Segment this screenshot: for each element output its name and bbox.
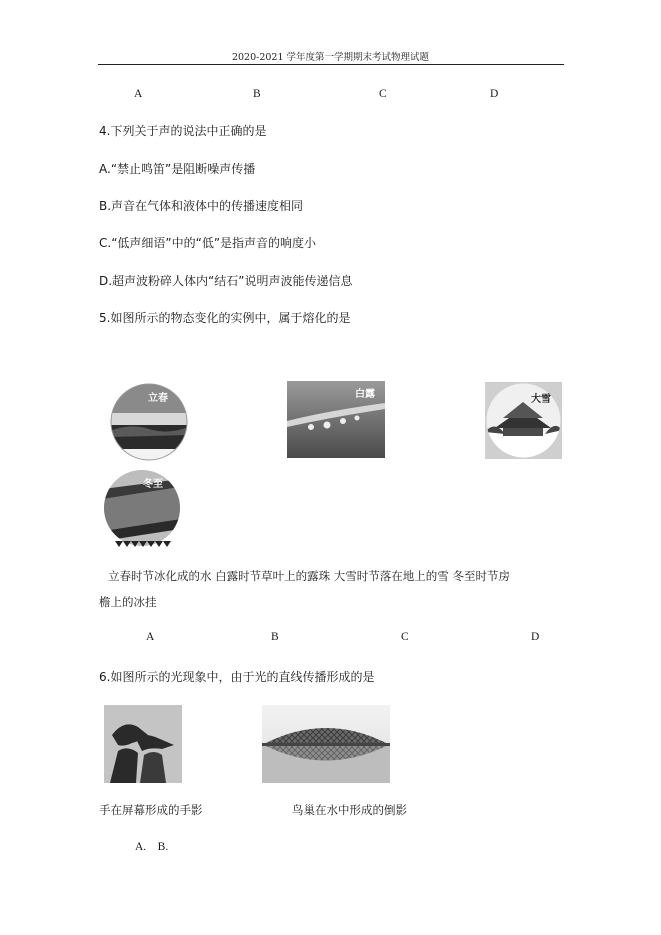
daxue-label: 大雪 (531, 394, 551, 405)
q4-option-c: C.“低声细语”中的“低”是指声音的响度小 (99, 236, 317, 250)
bailu-label: 白露 (355, 389, 375, 400)
q5-caption-line2: 檐上的冰挂 (99, 595, 157, 609)
lichun-photo (110, 383, 188, 461)
q5-option-c: C (401, 631, 409, 643)
header-rule (98, 64, 564, 65)
q6-options: A. B. (135, 841, 169, 853)
top-option-b: B (253, 88, 261, 100)
birds-nest-photo (262, 705, 390, 783)
q5-caption-line1: 立春时节冰化成的水 白露时节草叶上的露珠 大雪时节落在地上的雪 冬至时节房 (108, 569, 510, 583)
q5-stem: 5.如图所示的物态变化的实例中，属于熔化的是 (99, 311, 351, 325)
q4-stem: 4.下列关于声的说法中正确的是 (99, 124, 267, 138)
top-option-c: C (379, 88, 387, 100)
q5-option-a: A (146, 631, 155, 643)
dongzhi-photo (103, 469, 181, 549)
bailu-photo (287, 381, 385, 458)
daxue-photo (485, 382, 562, 459)
q4-option-d: D.超声波粉碎人体内“结石”说明声波能传递信息 (99, 274, 353, 288)
top-option-a: A (134, 88, 143, 100)
q5-option-d: D (531, 631, 540, 643)
q6-caption-b: 鸟巢在水中形成的倒影 (292, 803, 407, 817)
q6-stem: 6.如图所示的光现象中，由于光的直线传播形成的是 (99, 670, 375, 684)
dongzhi-label: 冬至 (143, 479, 163, 490)
lichun-label: 立春 (148, 393, 168, 404)
q5-option-b: B (271, 631, 279, 643)
q4-option-a: A.“禁止鸣笛”是阻断噪声传播 (99, 162, 256, 176)
q4-option-b: B.声音在气体和液体中的传播速度相同 (99, 199, 304, 213)
page-header: 2020-2021 学年度第一学期期末考试物理试题 (231, 52, 430, 63)
q6-caption-a: 手在屏幕形成的手影 (99, 803, 203, 817)
top-option-d: D (490, 88, 499, 100)
hand-shadow-photo (104, 705, 182, 783)
